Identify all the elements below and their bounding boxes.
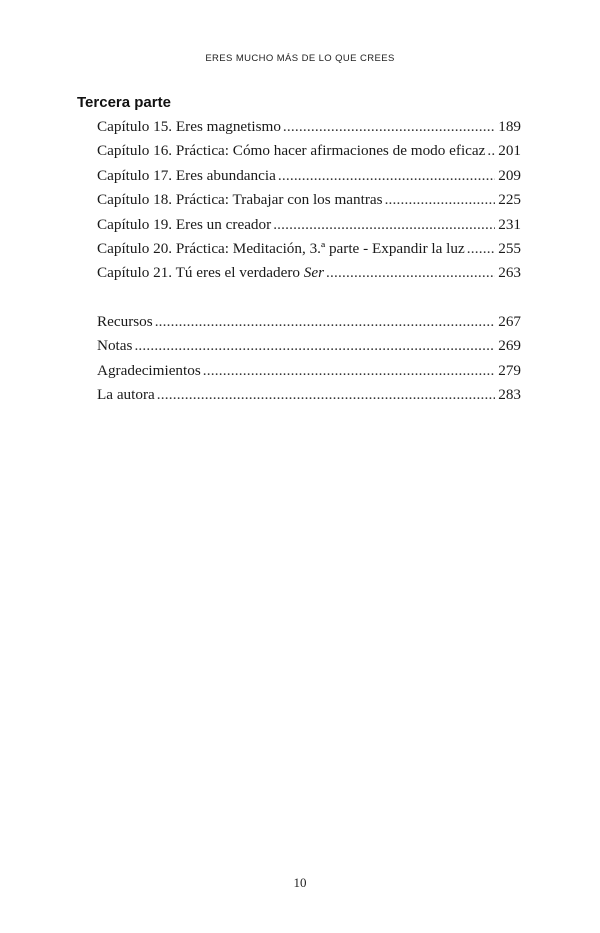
toc-entry-page: 279 [498, 361, 521, 379]
toc-entry-label: Recursos [97, 313, 153, 330]
dot-leader [467, 240, 495, 258]
toc-row [97, 142, 521, 166]
toc-entry-page: 225 [498, 191, 521, 209]
toc-entry-label [97, 264, 324, 282]
toc-chapters [97, 118, 521, 289]
dot-leader [487, 142, 495, 160]
dot-leader [273, 216, 495, 234]
toc-row [97, 167, 521, 191]
toc-entry-label: La autora [97, 386, 155, 404]
toc-entry-label: Capítulo 18. Práctica: Trabajar con los mantras [97, 191, 383, 209]
dot-leader [278, 167, 495, 185]
toc-entry-label-text: Capítulo 21. Tú eres el verdadero [97, 264, 304, 282]
dot-leader [134, 337, 495, 355]
toc-entry-page: 269 [498, 337, 521, 355]
toc-entry-label: Capítulo 17. Eres abundancia [97, 166, 276, 184]
toc-row [97, 362, 521, 386]
dot-leader [203, 362, 495, 380]
dot-leader [283, 118, 495, 136]
toc-entry-label: Notas [97, 337, 133, 355]
part-title: Tercera parte [77, 94, 171, 111]
toc-entry-page: 189 [498, 118, 521, 135]
toc-entry-label: Agradecimientos [97, 361, 201, 379]
toc-row [97, 386, 521, 410]
toc-entry-label: Capítulo 16. Práctica: Cómo hacer afirmaciones de modo eficaz [97, 142, 486, 160]
toc-row [97, 264, 521, 288]
toc-entry-label: Capítulo 20. Práctica: Meditación, 3.ª parte - Expandir la luz [97, 239, 465, 257]
toc-row [97, 337, 521, 361]
toc-row [97, 216, 521, 240]
toc-entry-page: 255 [498, 239, 521, 257]
toc-entry-page: 267 [498, 313, 521, 330]
dot-leader [326, 264, 495, 282]
dot-leader [157, 386, 495, 404]
toc-entry-label: Capítulo 19. Eres un creador [97, 215, 272, 233]
toc-row [97, 191, 521, 215]
toc-entry-label: Capítulo 15. Eres magnetismo [97, 118, 281, 135]
dot-leader [385, 191, 496, 209]
toc-entry-page: 201 [498, 142, 521, 160]
toc-back-matter [97, 313, 521, 411]
toc-entry-page: 231 [498, 215, 521, 233]
toc-entry-label-italic: Ser [303, 264, 325, 282]
dot-leader [155, 313, 496, 331]
toc-entry-page: 209 [498, 166, 521, 184]
toc-entry-page: 283 [498, 386, 521, 404]
running-head: ERES MUCHO MÁS DE LO QUE CREES [205, 53, 395, 64]
toc-row [97, 240, 521, 264]
toc-row [97, 313, 521, 337]
toc-row [97, 118, 521, 142]
toc-entry-page: 263 [498, 264, 521, 282]
page-number: 10 [293, 875, 307, 890]
